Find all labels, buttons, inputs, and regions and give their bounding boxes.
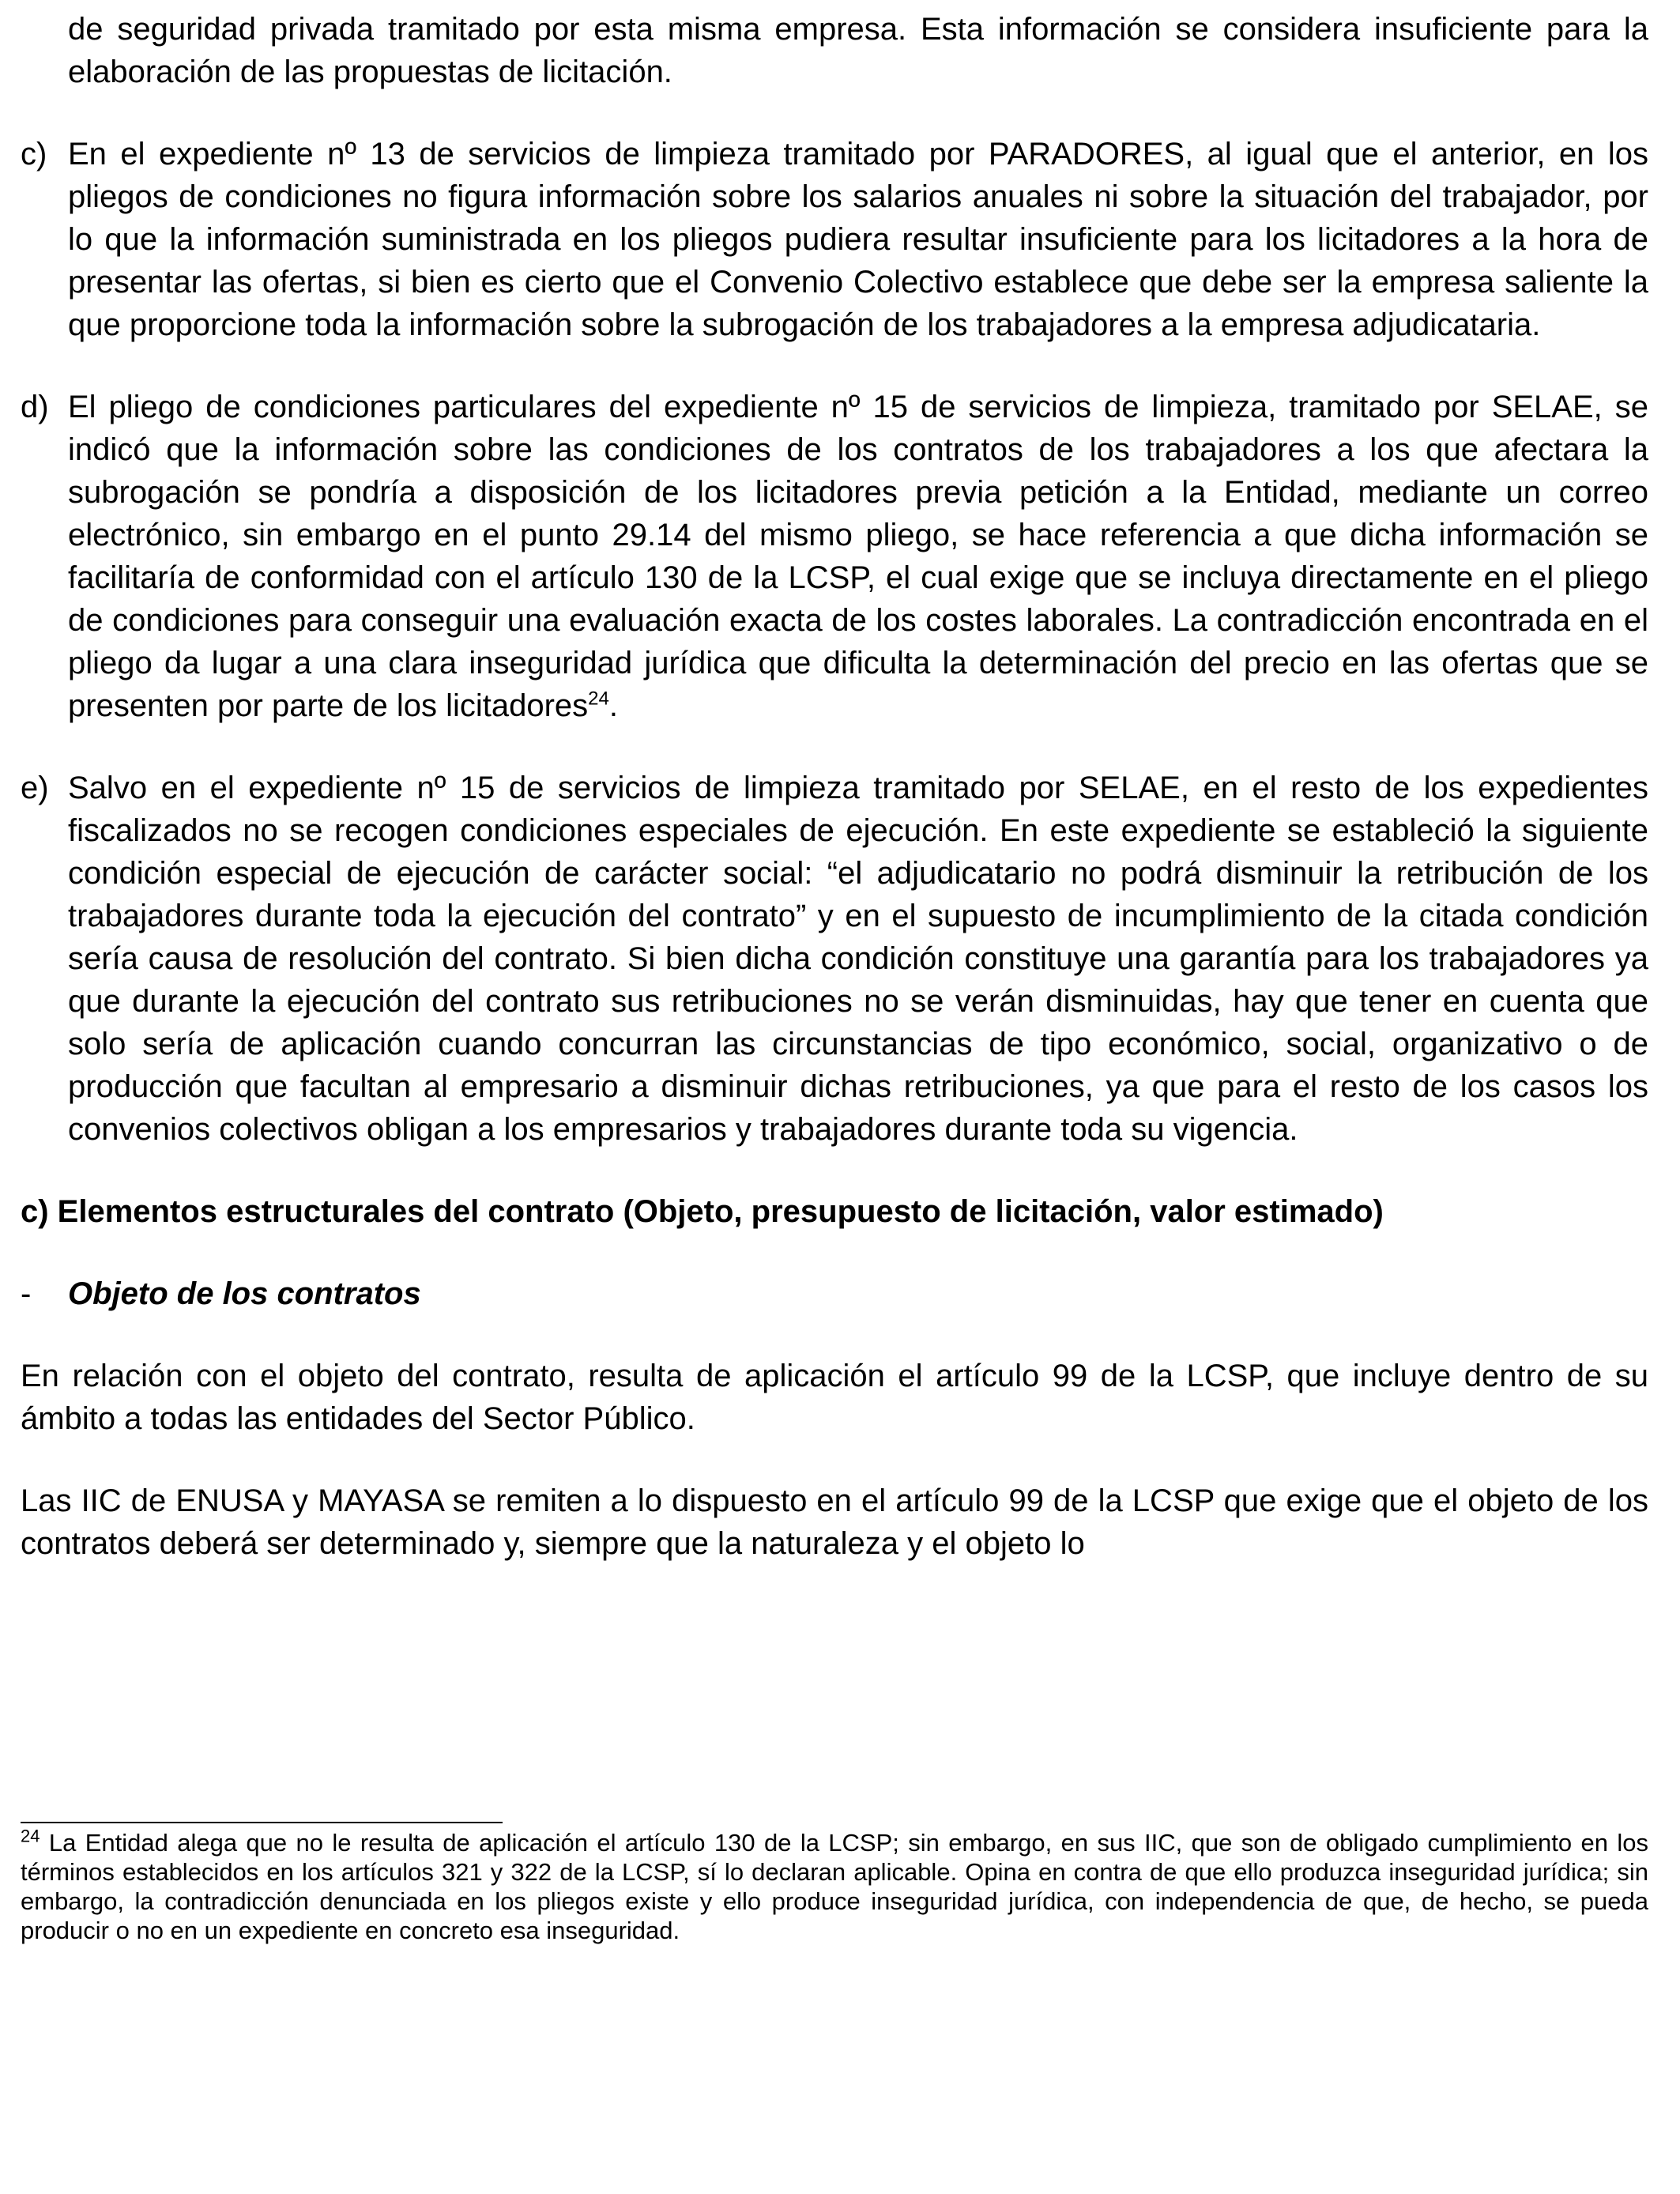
- continuation-text: de seguridad privada tramitado por esta misma empresa. Esta información se considera insuficiente para la elaboración de las propuestas de licitación.: [68, 12, 1648, 89]
- footnote-text: La Entidad alega que no le resulta de aplicación el artículo 130 de la LCSP; sin embargo, en sus IIC, que son de obligado cumplimiento en los términos establecidos en los artículos 321 y 322 de la LCSP, sí lo declaran aplicable. Opina en contra de que ello produzca inseguridad jurídica; sin embargo, la contradicción denunciada en los pliegos existe y ello produce inseguridad jurídica, con independencia de que, de hecho, se pueda producir o no en un expediente en concreto esa inseguridad.: [21, 1829, 1648, 1944]
- continuation-paragraph: [21, 8, 1648, 93]
- list-item-text: En el expediente nº 13 de servicios de limpieza tramitado por PARADORES, al igual que el anterior, en los pliegos de condiciones no figura información sobre los salarios anuales ni sobre la situación del trabajador, por lo que la información suministrada en los pliegos pudiera resultar insuficiente para los licitadores a la hora de presentar las ofertas, si bien es cierto que el Convenio Colectivo establece que debe ser la empresa saliente la que proporcione toda la información sobre la subrogación de los trabajadores a la empresa adjudicataria.: [68, 137, 1648, 342]
- body-paragraph: Las IIC de ENUSA y MAYASA se remiten a lo dispuesto en el artículo 99 de la LCSP que exige que el objeto de los contratos deberá ser determinado y, siempre que la naturaleza y el objeto lo: [21, 1483, 1648, 1561]
- body-paragraph: En relación con el objeto del contrato, resulta de aplicación el artículo 99 de la LCSP, que incluye dentro de su ámbito a todas las entidades del Sector Público.: [21, 1359, 1648, 1436]
- subheading: [21, 1272, 1648, 1315]
- footnote: [21, 1828, 1648, 1945]
- footnote-reference[interactable]: 24: [588, 688, 609, 710]
- list-item-text: Salvo en el expediente nº 15 de servicios de limpieza tramitado por SELAE, en el resto de los expedientes fiscalizados no se recogen condiciones especiales de ejecución. En este expediente se estableció la siguiente condición especial de ejecución de carácter social: “el adjudicatario no podrá disminuir la retribución de los trabajadores durante toda la ejecución del contrato” y en el supuesto de incumplimiento de la citada condición sería causa de resolución del contrato. Si bien dicha condición constituye una garantía para los trabajadores ya que durante la ejecución del contrato sus retribuciones no se verán disminuidas, hay que tener en cuenta que solo sería de aplicación cuando concurran las circunstancias de tipo económico, social, organizativo o de producción que facultan al empresario a disminuir dichas retribuciones, ya que para el resto de los casos los convenios colectivos obligan a los empresarios y trabajadores durante toda su vigencia.: [68, 771, 1648, 1147]
- list-item-text-wrapper: [68, 386, 1648, 727]
- list-marker: e): [21, 771, 49, 805]
- list-marker: d): [21, 390, 49, 424]
- footnote-number: 24: [21, 1826, 40, 1846]
- list-marker: c): [21, 137, 47, 172]
- list-item-c: [21, 133, 1648, 346]
- list-item-d: [21, 386, 1648, 727]
- list-item-text: El pliego de condiciones particulares del expediente nº 15 de servicios de limpieza, tramitado por SELAE, se indicó que la información sobre las condiciones de los contratos de los trabajadores a los que afectara la subrogación se pondría a disposición de los licitadores previa petición a la Entidad, mediante un correo electrónico, sin embargo en el punto 29.14 del mismo pliego, se hace referencia a que dicha información se facilitaría de conformidad con el artículo 130 de la LCSP, el cual exige que se incluya directamente en el pliego de condiciones para conseguir una evaluación exacta de los costes laborales. La contradicción encontrada en el pliego da lugar a una clara inseguridad jurídica que dificulta la determinación del precio en las ofertas que se presenten por parte de los licitadores: [68, 390, 1648, 723]
- subheading-label: Objeto de los contratos: [68, 1276, 421, 1311]
- document-body: [21, 8, 1648, 1604]
- list-item-e: [21, 767, 1648, 1151]
- section-heading: c) Elementos estructurales del contrato (Objeto, presupuesto de licitación, valor estimado): [21, 1194, 1384, 1229]
- subheading-dash: -: [21, 1276, 32, 1311]
- list-item-text-end: .: [608, 688, 618, 723]
- footnote-separator: [21, 1822, 503, 1823]
